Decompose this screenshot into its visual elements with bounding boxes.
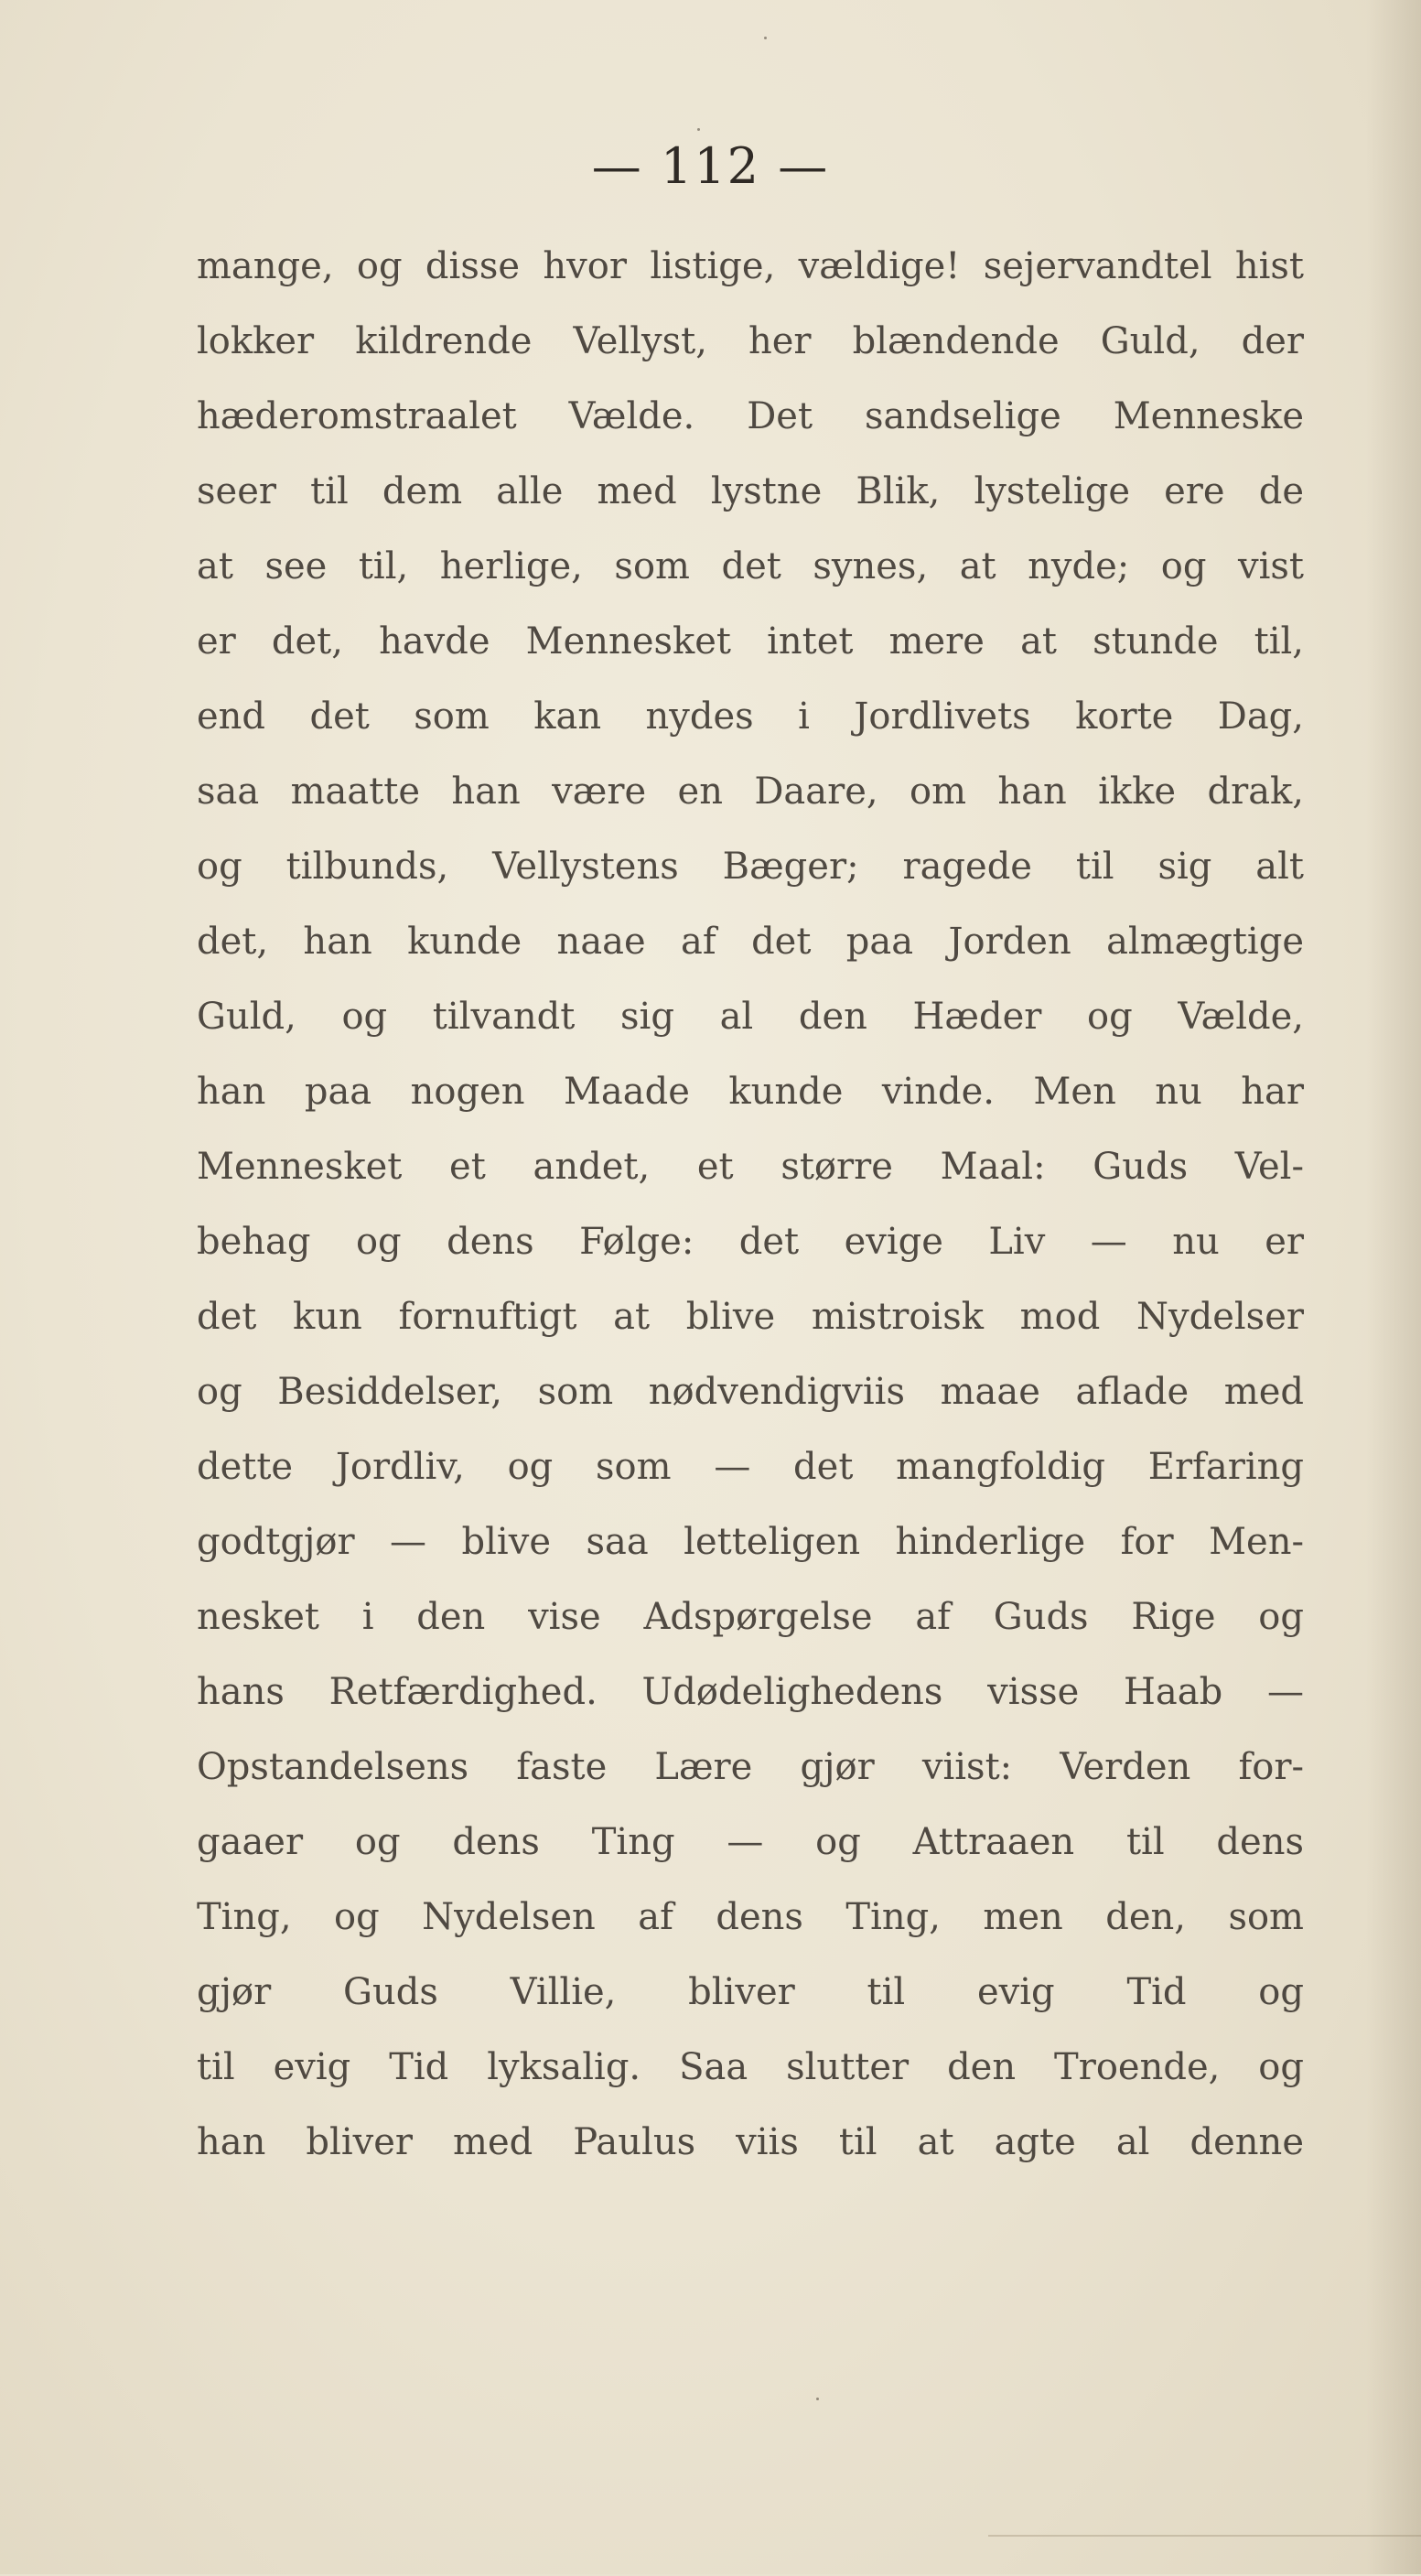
text-line: er det, havde Mennesket intet mere at stunde til,	[197, 620, 1304, 663]
paper-speck	[816, 2398, 819, 2400]
page-bottom-edge	[988, 2535, 1421, 2576]
text-line: lokker kildrende Vellyst, her blændende Guld, der	[197, 320, 1304, 362]
text-line: gaaer og dens Ting — og Attraaen til dens	[197, 1821, 1304, 1863]
text-line: seer til dem alle med lystne Blik, lystelige ere de	[197, 470, 1304, 512]
text-line: han bliver med Paulus viis til at agte al denne	[197, 2121, 1304, 2163]
page-edge-shadow	[1366, 0, 1421, 2574]
text-line: Ting, og Nydelsen af dens Ting, men den, som	[197, 1896, 1304, 1938]
text-line: gjør Guds Villie, bliver til evig Tid og	[197, 1971, 1304, 2013]
text-line: nesket i den vise Adspørgelse af Guds Rige og	[197, 1596, 1304, 1638]
page-number: — 112 —	[591, 137, 830, 195]
text-line: og Besiddelser, som nødvendigviis maae aflade med	[197, 1371, 1304, 1413]
text-line: og tilbunds, Vellystens Bæger; ragede til sig alt	[197, 846, 1304, 888]
body-text	[197, 229, 1304, 2180]
text-line: dette Jordliv, og som — det mangfoldig Erfaring	[197, 1446, 1304, 1488]
text-line: mange, og disse hvor listige, vældige! sejervandtel hist	[197, 245, 1304, 287]
text-line: at see til, herlige, som det synes, at nyde; og vist	[197, 545, 1304, 587]
text-line: han paa nogen Maade kunde vinde. Men nu har	[197, 1071, 1304, 1113]
text-line: end det som kan nydes i Jordlivets korte Dag,	[197, 695, 1304, 738]
text-line: godtgjør — blive saa letteligen hinderlige for Men-	[197, 1521, 1304, 1563]
paper-speck	[764, 37, 767, 39]
text-line: Mennesket et andet, et større Maal: Guds Vel-	[197, 1146, 1304, 1188]
text-line: behag og dens Følge: det evige Liv — nu er	[197, 1221, 1304, 1263]
text-line: det kun fornuftigt at blive mistroisk mod Nydelser	[197, 1296, 1304, 1338]
text-line: hans Retfærdighed. Udødelighedens visse Haab —	[197, 1671, 1304, 1713]
paper-speck	[697, 128, 700, 131]
text-line: hæderomstraalet Vælde. Det sandselige Menneske	[197, 395, 1304, 437]
text-line: Opstandelsens faste Lære gjør viist: Verden for-	[197, 1746, 1304, 1788]
text-line: det, han kunde naae af det paa Jorden almægtige	[197, 921, 1304, 963]
text-line: til evig Tid lyksalig. Saa slutter den Troende, og	[197, 2046, 1304, 2088]
text-line: saa maatte han være en Daare, om han ikke drak,	[197, 771, 1304, 813]
text-line: Guld, og tilvandt sig al den Hæder og Vælde,	[197, 996, 1304, 1038]
